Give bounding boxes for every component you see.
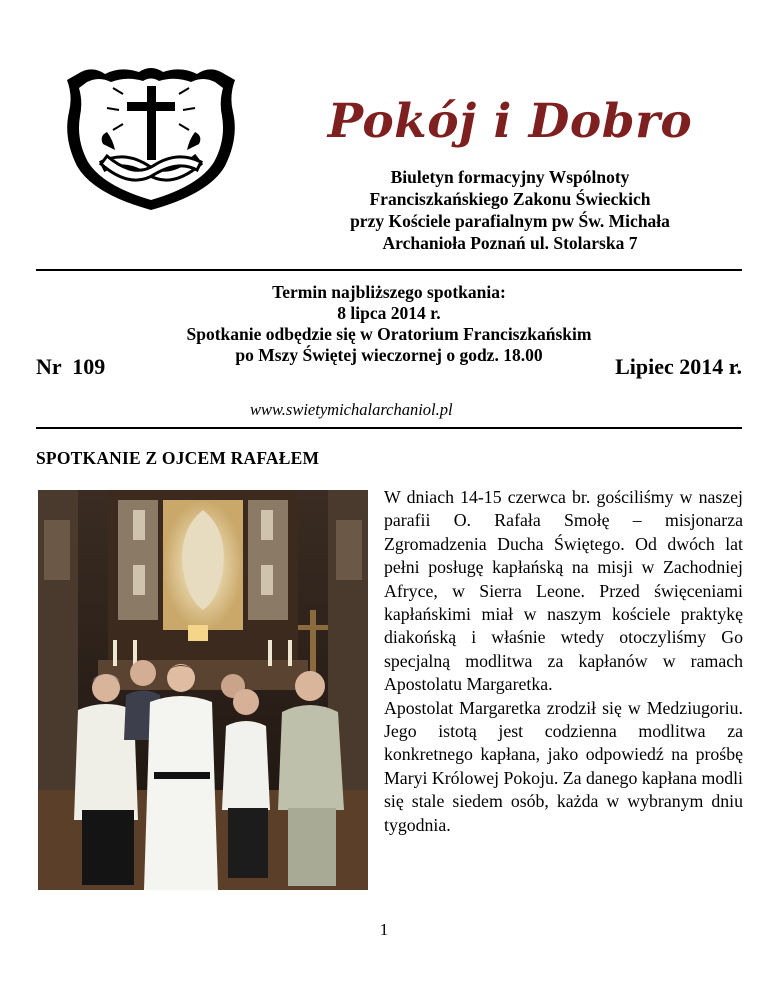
divider-bottom xyxy=(36,427,742,429)
article-heading: SPOTKANIE Z OJCEM RAFAŁEM xyxy=(36,448,320,468)
divider-top xyxy=(36,269,742,271)
article-body xyxy=(384,486,743,837)
article-paragraph: W dniach 14-15 czerwca br. gościliśmy w naszej parafii O. Rafała Smołę – misjonarza Zgromadzenia Ducha Świętego. Od dwóch lat pełni posługę kapłańską na misji w Zachodniej Afryce, w Sierra Leone. Przed święceniami kapłańskimi miał w naszym kościele praktykę diakońską i właśnie wtedy otoczyliśmy Go specjalną modlitwa za kapłanów w ramach Apostolatu Margaretka. xyxy=(384,487,743,695)
issue-number: Nr 109 xyxy=(36,354,106,379)
bulletin-subtitle xyxy=(300,166,720,254)
meeting-line: Spotkanie odbędzie się w Oratorium Franciszkańskim xyxy=(186,324,592,344)
meeting-line: 8 lipca 2014 r. xyxy=(337,303,441,323)
subtitle-line: Franciszkańskiego Zakonu Świeckich xyxy=(369,189,651,209)
bulletin-title: Pokój i Dobro xyxy=(327,94,693,149)
article-paragraph: Apostolat Margaretka zrodził się w Medziugoriu. Jego istotą jest codzienna modlitwa za konkretnego kapłana, jako odpowiedź na prośbę Maryi Królowej Pokoju. Za danego kapłana modli się stale siedem osób, każda w wybranym dniu tygodnia. xyxy=(384,697,744,835)
meeting-line: Termin najbliższego spotkania: xyxy=(272,282,506,302)
subtitle-line: przy Kościele parafialnym pw Św. Michała xyxy=(350,211,670,231)
meeting-line: po Mszy Świętej wieczornej o godz. 18.00 xyxy=(235,345,543,365)
page-number: 1 xyxy=(379,920,389,939)
franciscan-cross-shield-icon xyxy=(63,66,239,212)
subtitle-line: Archanioła Poznań ul. Stolarska 7 xyxy=(382,233,638,253)
group-photo xyxy=(38,490,368,890)
subtitle-line: Biuletyn formacyjny Wspólnoty xyxy=(390,167,630,187)
issue-date: Lipiec 2014 r. xyxy=(615,354,742,379)
website-link[interactable]: www.swietymichalarchaniol.pl xyxy=(250,400,453,419)
